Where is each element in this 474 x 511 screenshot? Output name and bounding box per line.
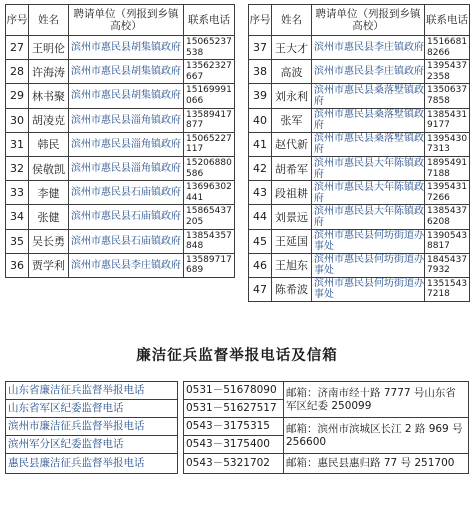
name-cell: 王旭东 xyxy=(272,253,312,277)
seq-cell: 33 xyxy=(6,181,29,205)
table-row xyxy=(249,205,470,229)
phone-cell: 13589717689 xyxy=(184,253,235,277)
unit-cell: 滨州市惠民县胡集镇政府 xyxy=(69,60,184,84)
seq-cell: 41 xyxy=(249,132,272,156)
phone-cell: 15169991066 xyxy=(184,84,235,108)
contact-phone: 0543－5321702 xyxy=(184,454,284,474)
name-cell: 张健 xyxy=(29,205,69,229)
table-row xyxy=(6,84,235,108)
name-cell: 刘永利 xyxy=(272,84,312,108)
name-cell: 赵代新 xyxy=(272,132,312,156)
seq-cell: 42 xyxy=(249,156,272,180)
unit-cell: 滨州市惠民县何坊街道办事处 xyxy=(312,229,425,253)
seq-cell: 28 xyxy=(6,60,29,84)
contact-phone: 0531－51678090 xyxy=(184,382,284,400)
table-row xyxy=(6,36,235,60)
unit-cell: 滨州市惠民县李庄镇政府 xyxy=(312,60,425,84)
phone-cell: 15065227117 xyxy=(184,132,235,156)
unit-cell: 滨州市惠民县胡集镇政府 xyxy=(69,36,184,60)
phone-cell: 15065237538 xyxy=(184,36,235,60)
contact-mailbox: 邮箱：滨州市滨城区长江 2 路 969 号 256600 xyxy=(284,418,469,454)
seq-cell: 29 xyxy=(6,84,29,108)
unit-cell: 滨州市惠民县何坊街道办事处 xyxy=(312,277,425,301)
table-row xyxy=(6,205,235,229)
name-cell: 侯敬凯 xyxy=(29,156,69,180)
unit-cell: 滨州市惠民县淄角镇政府 xyxy=(69,108,184,132)
phone-cell: 13854357848 xyxy=(184,229,235,253)
name-cell: 王延国 xyxy=(272,229,312,253)
table-row xyxy=(249,84,470,108)
seq-cell: 38 xyxy=(249,60,272,84)
contact-phone: 0543－3175315 xyxy=(184,418,284,436)
unit-cell: 滨州市惠民县大年陈镇政府 xyxy=(312,181,425,205)
contact-row xyxy=(6,382,469,400)
name-cell: 段祖耕 xyxy=(272,181,312,205)
roster-table-right xyxy=(248,4,470,302)
unit-cell: 滨州市惠民县石庙镇政府 xyxy=(69,229,184,253)
phone-cell: 13954307313 xyxy=(425,132,470,156)
unit-cell: 滨州市惠民县大年陈镇政府 xyxy=(312,205,425,229)
table-row xyxy=(249,132,470,156)
roster-header-row xyxy=(249,5,470,36)
table-row xyxy=(249,277,470,301)
phone-cell: 13589417877 xyxy=(184,108,235,132)
unit-cell: 滨州市惠民县石庙镇政府 xyxy=(69,205,184,229)
table-row xyxy=(6,132,235,156)
contact-org: 滨州市廉洁征兵监督举报电话 xyxy=(6,418,178,436)
phone-cell: 13954372358 xyxy=(425,60,470,84)
table-row xyxy=(249,108,470,132)
phone-cell: 13506377858 xyxy=(425,84,470,108)
contact-phone: 0531－51627517 xyxy=(184,400,284,418)
seq-cell: 46 xyxy=(249,253,272,277)
header-seq: 序号 xyxy=(249,5,272,36)
seq-cell: 37 xyxy=(249,36,272,60)
phone-cell: 13696302441 xyxy=(184,181,235,205)
table-row xyxy=(6,229,235,253)
unit-cell: 滨州市惠民县大年陈镇政府 xyxy=(312,156,425,180)
unit-cell: 滨州市惠民县李庄镇政府 xyxy=(69,253,184,277)
seq-cell: 40 xyxy=(249,108,272,132)
phone-cell: 15865437205 xyxy=(184,205,235,229)
contact-row xyxy=(6,454,469,474)
seq-cell: 30 xyxy=(6,108,29,132)
contact-table xyxy=(5,381,469,474)
table-row xyxy=(6,156,235,180)
phone-cell: 15206880586 xyxy=(184,156,235,180)
seq-cell: 34 xyxy=(6,205,29,229)
name-cell: 陈希波 xyxy=(272,277,312,301)
name-cell: 刘景远 xyxy=(272,205,312,229)
unit-cell: 滨州市惠民县桑落墅镇政府 xyxy=(312,108,425,132)
header-phone: 联系电话 xyxy=(184,5,235,36)
table-row xyxy=(6,108,235,132)
contact-mailbox: 邮箱：惠民县惠归路 77 号 251700 xyxy=(284,454,469,474)
section-title: 廉洁征兵监督举报电话及信箱 xyxy=(136,347,338,364)
contact-org: 滨州军分区纪委监督电话 xyxy=(6,436,178,454)
name-cell: 张军 xyxy=(272,108,312,132)
name-cell: 林书聚 xyxy=(29,84,69,108)
phone-cell: 15166818266 xyxy=(425,36,470,60)
header-phone: 联系电话 xyxy=(425,5,470,36)
contact-row xyxy=(6,418,469,436)
phone-cell: 18954917188 xyxy=(425,156,470,180)
contact-phone: 0543－3175400 xyxy=(184,436,284,454)
seq-cell: 44 xyxy=(249,205,272,229)
seq-cell: 36 xyxy=(6,253,29,277)
contact-org: 山东省军区纪委监督电话 xyxy=(6,400,178,418)
name-cell: 韩民 xyxy=(29,132,69,156)
name-cell: 胡凌克 xyxy=(29,108,69,132)
phone-cell: 13905438817 xyxy=(425,229,470,253)
roster-table-left xyxy=(5,4,235,278)
header-name: 姓名 xyxy=(272,5,312,36)
contact-mailbox: 邮箱：济南市经十路 7777 号山东省军区纪委 250099 xyxy=(284,382,469,418)
table-row xyxy=(249,181,470,205)
table-row xyxy=(249,253,470,277)
name-cell: 吴长勇 xyxy=(29,229,69,253)
table-row xyxy=(249,60,470,84)
name-cell: 胡希军 xyxy=(272,156,312,180)
phone-cell: 13954317266 xyxy=(425,181,470,205)
header-unit: 聘请单位（列报到乡镇高校） xyxy=(312,5,425,36)
unit-cell: 滨州市惠民县胡集镇政府 xyxy=(69,84,184,108)
table-row xyxy=(6,181,235,205)
table-row xyxy=(249,156,470,180)
name-cell: 贾学利 xyxy=(29,253,69,277)
name-cell: 王明伦 xyxy=(29,36,69,60)
unit-cell: 滨州市惠民县淄角镇政府 xyxy=(69,156,184,180)
name-cell: 李健 xyxy=(29,181,69,205)
seq-cell: 35 xyxy=(6,229,29,253)
contact-org: 惠民县廉洁征兵监督举报电话 xyxy=(6,454,178,474)
unit-cell: 滨州市惠民县桑落墅镇政府 xyxy=(312,132,425,156)
phone-cell: 13515437218 xyxy=(425,277,470,301)
name-cell: 许海涛 xyxy=(29,60,69,84)
name-cell: 高波 xyxy=(272,60,312,84)
phone-cell: 18454377932 xyxy=(425,253,470,277)
seq-cell: 32 xyxy=(6,156,29,180)
seq-cell: 43 xyxy=(249,181,272,205)
seq-cell: 39 xyxy=(249,84,272,108)
table-row xyxy=(249,229,470,253)
seq-cell: 27 xyxy=(6,36,29,60)
table-row xyxy=(6,60,235,84)
roster-header-row xyxy=(6,5,235,36)
phone-cell: 13562327667 xyxy=(184,60,235,84)
seq-cell: 47 xyxy=(249,277,272,301)
contact-org: 山东省廉洁征兵监督举报电话 xyxy=(6,382,178,400)
table-row xyxy=(6,253,235,277)
header-seq: 序号 xyxy=(6,5,29,36)
unit-cell: 滨州市惠民县何坊街道办事处 xyxy=(312,253,425,277)
seq-cell: 31 xyxy=(6,132,29,156)
phone-cell: 13854319177 xyxy=(425,108,470,132)
unit-cell: 滨州市惠民县淄角镇政府 xyxy=(69,132,184,156)
unit-cell: 滨州市惠民县李庄镇政府 xyxy=(312,36,425,60)
name-cell: 王大才 xyxy=(272,36,312,60)
unit-cell: 滨州市惠民县桑落墅镇政府 xyxy=(312,84,425,108)
phone-cell: 13854376208 xyxy=(425,205,470,229)
table-row xyxy=(249,36,470,60)
unit-cell: 滨州市惠民县石庙镇政府 xyxy=(69,181,184,205)
header-unit: 聘请单位（列报到乡镇高校） xyxy=(69,5,184,36)
seq-cell: 45 xyxy=(249,229,272,253)
header-name: 姓名 xyxy=(29,5,69,36)
